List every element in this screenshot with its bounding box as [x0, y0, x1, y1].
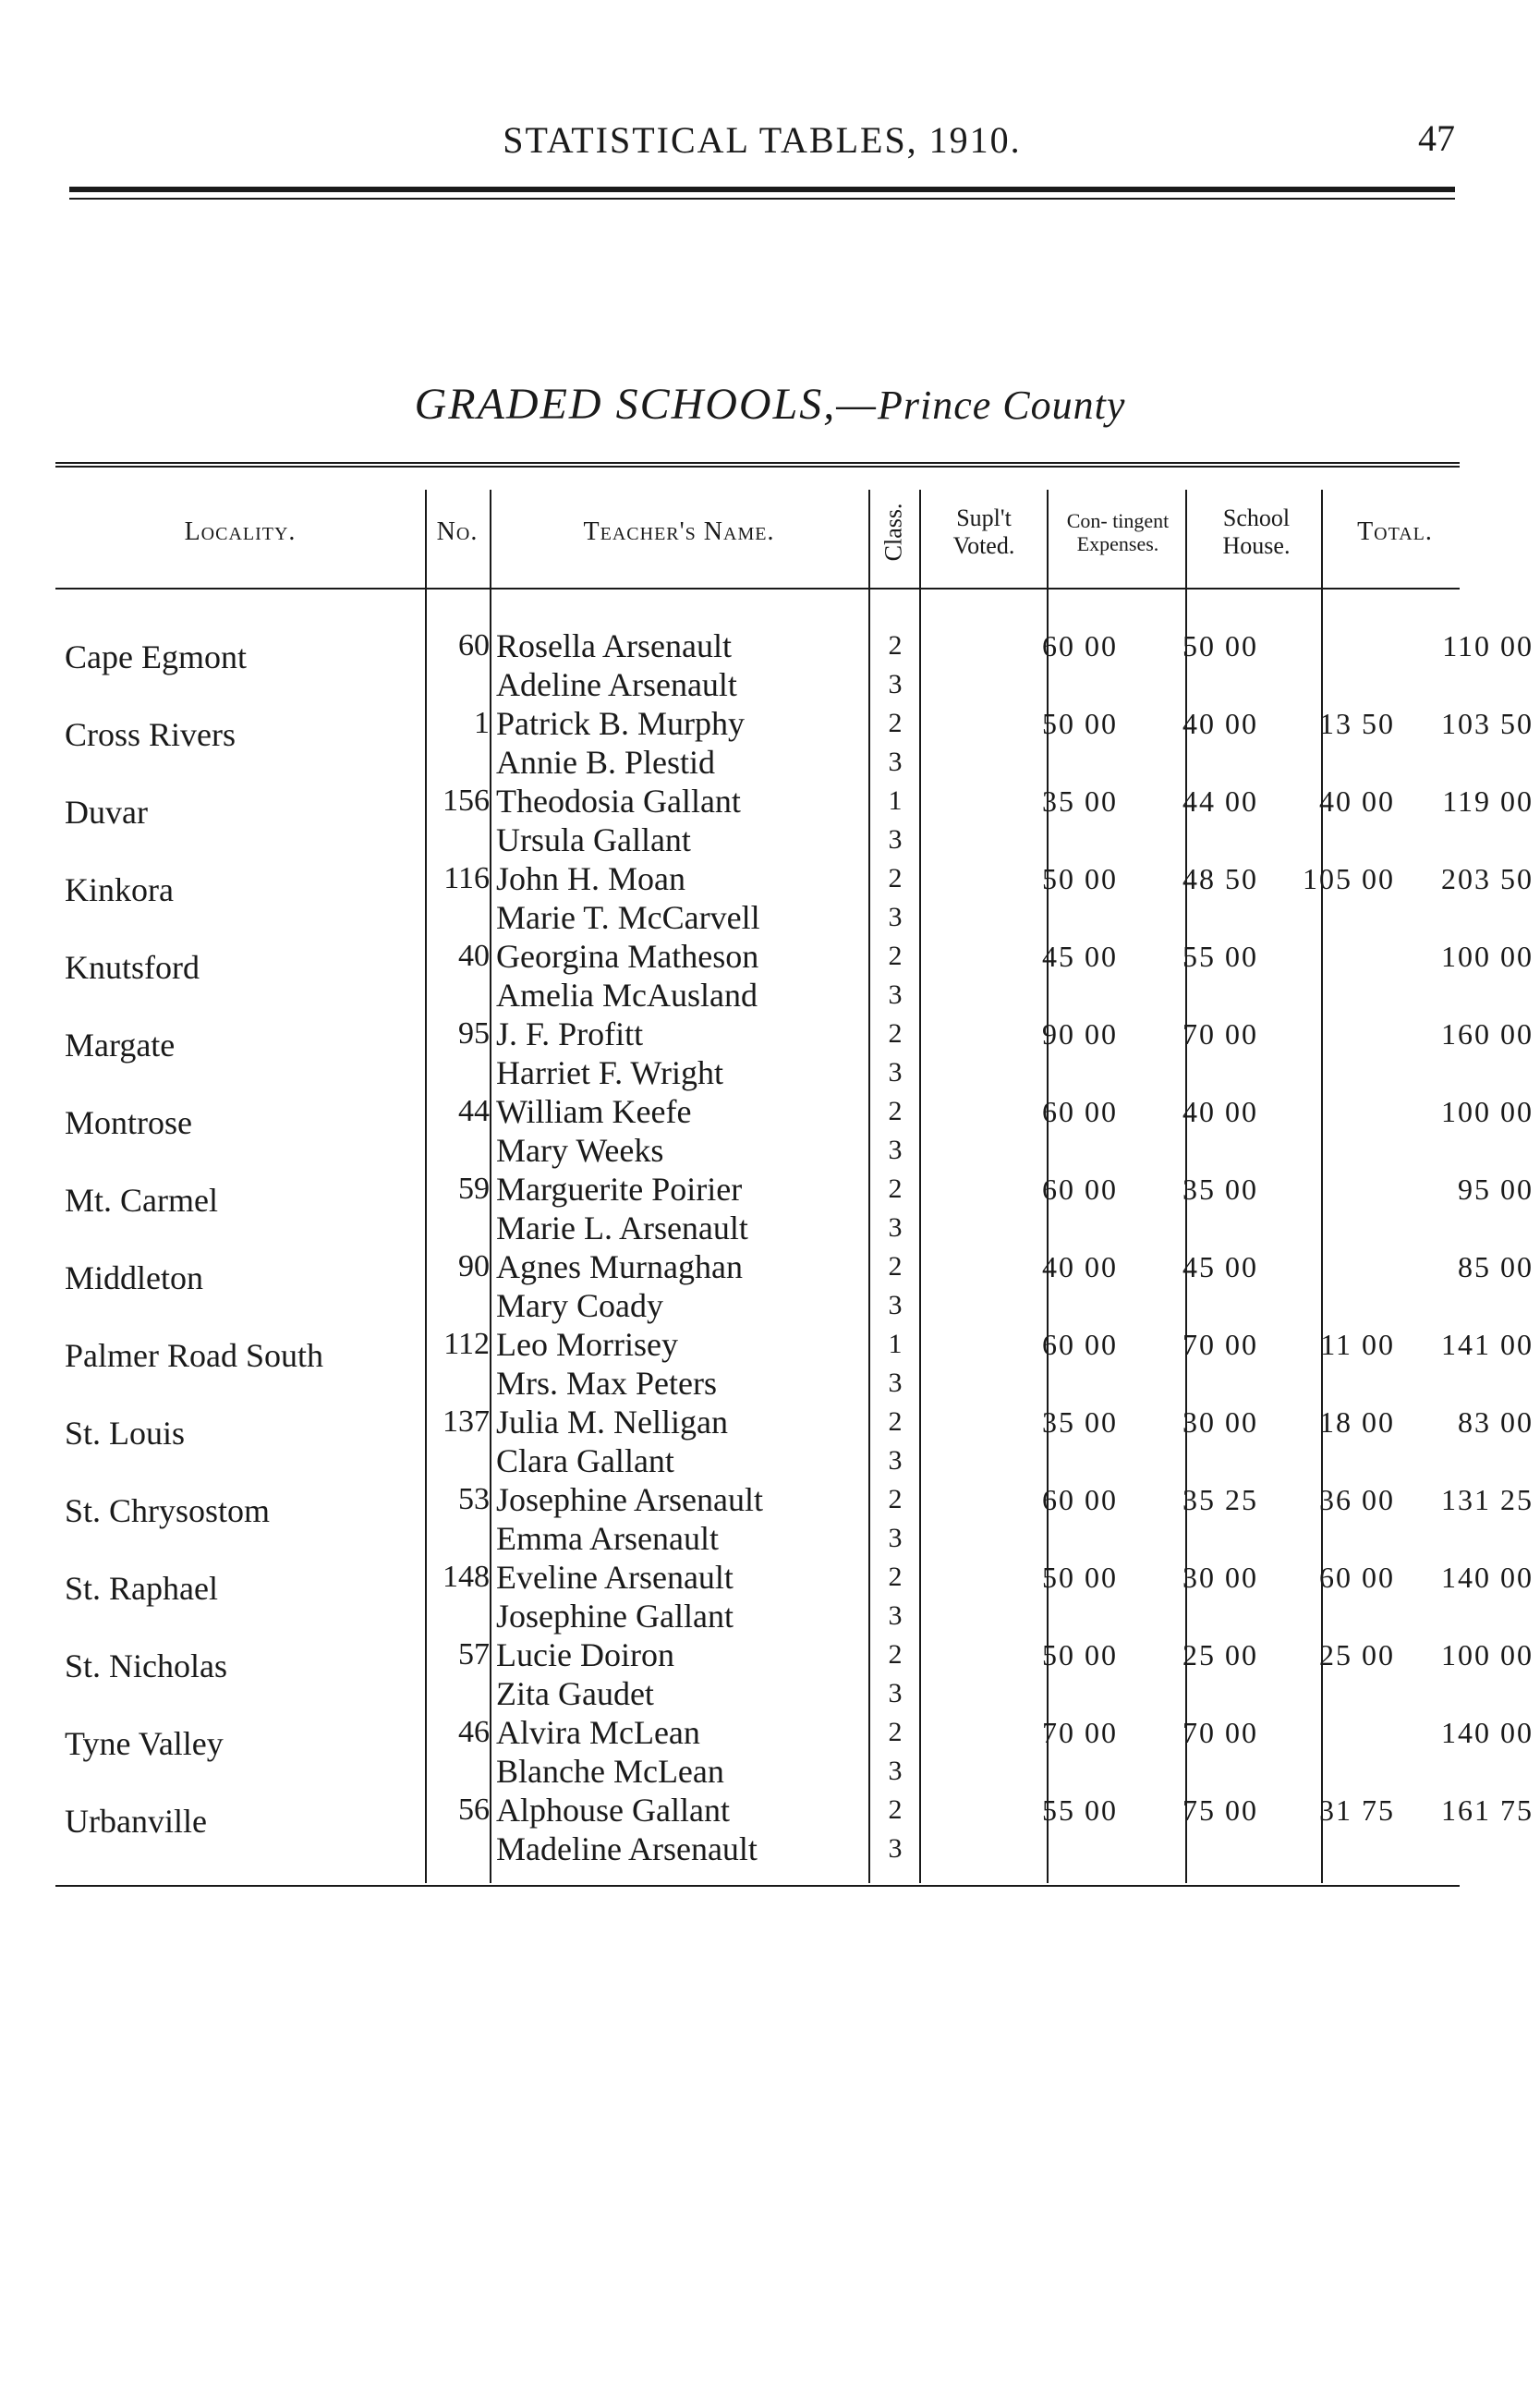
contingent-cell: 44 00	[1182, 784, 1258, 818]
assistant-class-cell: 3	[888, 1290, 903, 1320]
assistant-name-cell: Josephine Gallant	[496, 1598, 734, 1635]
supl-voted-cell: 90 00	[1042, 1017, 1118, 1051]
assistant-name-cell: Marie T. McCarvell	[496, 899, 760, 936]
assistant-name-cell: Mary Coady	[496, 1287, 663, 1324]
total-cell: 100 00	[1441, 1095, 1534, 1128]
table-row	[55, 1635, 1534, 1713]
school-number-cell: 53	[458, 1482, 490, 1516]
school-house-cell: 105 00	[1303, 862, 1395, 895]
principal-name-cell: Rosella Arsenault	[496, 627, 732, 664]
principal-class-cell: 2	[888, 1717, 903, 1747]
principal-class-cell: 1	[888, 1329, 903, 1359]
assistant-name-cell: Marie L. Arsenault	[496, 1210, 748, 1246]
supl-voted-cell: 60 00	[1042, 1173, 1118, 1206]
school-number-cell: 60	[458, 628, 490, 663]
table-row	[55, 1403, 1534, 1480]
assistant-class-cell: 3	[888, 747, 903, 777]
principal-class-cell: 2	[888, 941, 903, 971]
principal-class-cell: 2	[888, 1096, 903, 1126]
locality-cell: Palmer Road South	[65, 1337, 323, 1374]
table-row	[55, 1325, 1534, 1403]
principal-class-cell: 1	[888, 785, 903, 816]
school-number-cell: 40	[458, 939, 490, 973]
principal-class-cell: 2	[888, 1018, 903, 1049]
principal-class-cell: 2	[888, 708, 903, 738]
assistant-name-cell: Amelia McAusland	[496, 977, 758, 1014]
contingent-cell: 50 00	[1182, 629, 1258, 663]
assistant-class-cell: 3	[888, 979, 903, 1010]
table-title	[0, 379, 1540, 430]
locality-cell: St. Louis	[65, 1415, 186, 1452]
table-title-county: Prince County	[877, 383, 1126, 428]
table-row	[55, 937, 1534, 1015]
supl-voted-cell: 50 00	[1042, 1638, 1118, 1672]
supl-voted-cell: 60 00	[1042, 1328, 1118, 1361]
assistant-class-cell: 3	[888, 1833, 903, 1864]
principal-name-cell: Alvira McLean	[496, 1714, 700, 1751]
header-contingent-expenses: Con- tingent Expenses.	[1066, 508, 1170, 555]
principal-class-cell: 2	[888, 1173, 903, 1204]
assistant-class-cell: 3	[888, 1135, 903, 1165]
assistant-name-cell: Zita Gaudet	[496, 1675, 654, 1712]
contingent-cell: 70 00	[1182, 1017, 1258, 1051]
table-top-rule	[55, 462, 1460, 464]
contingent-cell: 70 00	[1182, 1716, 1258, 1749]
header-bottom-rule	[55, 588, 1460, 590]
principal-name-cell: Georgina Matheson	[496, 938, 759, 975]
table-row	[55, 782, 1534, 859]
locality-cell: Knutsford	[65, 949, 200, 986]
locality-cell: Tyne Valley	[65, 1725, 224, 1762]
assistant-class-cell: 3	[888, 1678, 903, 1708]
principal-name-cell: Patrick B. Murphy	[496, 705, 745, 742]
total-cell: 160 00	[1441, 1017, 1534, 1051]
header-school-house: School House.	[1222, 504, 1291, 559]
supl-voted-cell: 40 00	[1042, 1250, 1118, 1283]
assistant-name-cell: Ursula Gallant	[496, 821, 691, 858]
contingent-cell: 35 00	[1182, 1173, 1258, 1206]
locality-cell: St. Nicholas	[65, 1647, 227, 1684]
assistant-name-cell: Adeline Arsenault	[496, 666, 737, 703]
supl-voted-cell: 55 00	[1042, 1793, 1118, 1827]
total-cell: 85 00	[1458, 1250, 1534, 1283]
table-title-main: GRADED SCHOOLS,—	[414, 380, 878, 429]
school-house-cell: 36 00	[1319, 1483, 1395, 1516]
total-cell: 103 50	[1441, 707, 1534, 740]
header-rule-thick	[69, 187, 1455, 192]
principal-class-cell: 2	[888, 630, 903, 661]
assistant-name-cell: Blanche McLean	[496, 1753, 724, 1790]
locality-cell: Kinkora	[65, 871, 174, 908]
assistant-name-cell: Emma Arsenault	[496, 1520, 719, 1557]
school-number-cell: 137	[443, 1404, 490, 1439]
school-number-cell: 116	[443, 861, 490, 895]
table-row	[55, 1170, 1534, 1247]
header-locality: Locality.	[184, 517, 297, 546]
assistant-class-cell: 3	[888, 824, 903, 855]
locality-cell: Cape Egmont	[65, 638, 247, 675]
header-supl-voted: Supl't Voted.	[952, 504, 1015, 559]
table-top-rule-inner	[55, 466, 1460, 468]
total-cell: 141 00	[1441, 1328, 1534, 1361]
total-cell: 140 00	[1441, 1716, 1534, 1749]
assistant-class-cell: 3	[888, 669, 903, 699]
assistant-name-cell: Annie B. Plestid	[496, 744, 716, 781]
supl-voted-cell: 50 00	[1042, 707, 1118, 740]
principal-class-cell: 2	[888, 863, 903, 894]
contingent-cell: 55 00	[1182, 940, 1258, 973]
table-row	[55, 1791, 1534, 1868]
supl-voted-cell: 60 00	[1042, 629, 1118, 663]
principal-class-cell: 2	[888, 1406, 903, 1437]
school-house-cell: 13 50	[1319, 707, 1395, 740]
assistant-class-cell: 3	[888, 1523, 903, 1553]
supl-voted-cell: 50 00	[1042, 1561, 1118, 1594]
principal-name-cell: Josephine Arsenault	[496, 1481, 763, 1518]
principal-class-cell: 2	[888, 1639, 903, 1670]
locality-cell: Montrose	[65, 1104, 192, 1141]
page-number: 47	[1418, 117, 1455, 159]
total-cell: 140 00	[1441, 1561, 1534, 1594]
assistant-name-cell: Clara Gallant	[496, 1442, 674, 1479]
total-cell: 95 00	[1458, 1173, 1534, 1206]
principal-class-cell: 2	[888, 1562, 903, 1592]
table-row	[55, 1480, 1534, 1558]
school-number-cell: 1	[474, 706, 490, 740]
locality-cell: St. Chrysostom	[65, 1492, 271, 1529]
assistant-name-cell: Mrs. Max Peters	[496, 1365, 717, 1402]
supl-voted-cell: 45 00	[1042, 940, 1118, 973]
school-number-cell: 46	[458, 1715, 490, 1749]
principal-class-cell: 2	[888, 1794, 903, 1825]
supl-voted-cell: 70 00	[1042, 1716, 1118, 1749]
assistant-name-cell: Madeline Arsenault	[496, 1830, 758, 1867]
contingent-cell: 45 00	[1182, 1250, 1258, 1283]
contingent-cell: 40 00	[1182, 707, 1258, 740]
school-house-cell: 31 75	[1319, 1793, 1395, 1827]
principal-name-cell: Lucie Doiron	[496, 1636, 674, 1673]
total-cell: 131 25	[1441, 1483, 1534, 1516]
assistant-class-cell: 3	[888, 1057, 903, 1088]
total-cell: 83 00	[1458, 1405, 1534, 1439]
assistant-class-cell: 3	[888, 1756, 903, 1786]
header-class	[868, 480, 919, 584]
table-row	[55, 859, 1534, 937]
total-cell: 100 00	[1441, 1638, 1534, 1672]
principal-name-cell: Eveline Arsenault	[496, 1559, 734, 1596]
table-row	[55, 1713, 1534, 1791]
running-title: STATISTICAL TABLES, 1910.	[503, 119, 1022, 161]
locality-cell: Urbanville	[65, 1803, 207, 1840]
assistant-name-cell: Mary Weeks	[496, 1132, 664, 1169]
principal-name-cell: Leo Morrisey	[496, 1326, 678, 1363]
header-teacher-name: Teacher's Name.	[583, 517, 775, 546]
principal-name-cell: Julia M. Nelligan	[496, 1404, 728, 1441]
principal-name-cell: Marguerite Poirier	[496, 1171, 743, 1208]
contingent-cell: 48 50	[1182, 862, 1258, 895]
assistant-class-cell: 3	[888, 902, 903, 932]
locality-cell: Cross Rivers	[65, 716, 236, 753]
contingent-cell: 75 00	[1182, 1793, 1258, 1827]
locality-cell: Duvar	[65, 794, 148, 831]
total-cell: 110 00	[1442, 629, 1534, 663]
school-number-cell: 148	[443, 1560, 490, 1594]
header-total: Total.	[1357, 517, 1433, 546]
contingent-cell: 25 00	[1182, 1638, 1258, 1672]
principal-class-cell: 2	[888, 1251, 903, 1282]
supl-voted-cell: 60 00	[1042, 1095, 1118, 1128]
supl-voted-cell: 35 00	[1042, 784, 1118, 818]
principal-name-cell: John H. Moan	[496, 860, 685, 897]
assistant-name-cell: Harriet F. Wright	[496, 1054, 723, 1091]
principal-name-cell: William Keefe	[496, 1093, 692, 1130]
contingent-cell: 30 00	[1182, 1405, 1258, 1439]
total-cell: 119 00	[1442, 784, 1534, 818]
supl-voted-cell: 60 00	[1042, 1483, 1118, 1516]
principal-name-cell: J. F. Profitt	[496, 1015, 644, 1052]
locality-cell: Margate	[65, 1027, 176, 1064]
contingent-cell: 40 00	[1182, 1095, 1258, 1128]
school-number-cell: 112	[443, 1327, 490, 1361]
school-number-cell: 56	[458, 1793, 490, 1827]
table-row	[55, 626, 1534, 704]
table-row	[55, 1015, 1534, 1092]
contingent-cell: 30 00	[1182, 1561, 1258, 1594]
school-house-cell: 40 00	[1319, 784, 1395, 818]
locality-cell: Mt. Carmel	[65, 1182, 218, 1219]
school-number-cell: 95	[458, 1016, 490, 1051]
assistant-class-cell: 3	[888, 1600, 903, 1631]
supl-voted-cell: 50 00	[1042, 862, 1118, 895]
contingent-cell: 35 25	[1182, 1483, 1258, 1516]
assistant-class-cell: 3	[888, 1368, 903, 1398]
total-cell: 161 75	[1441, 1793, 1534, 1827]
header-no: No.	[436, 517, 479, 546]
locality-cell: St. Raphael	[65, 1570, 218, 1607]
principal-name-cell: Alphouse Gallant	[496, 1792, 730, 1829]
school-house-cell: 18 00	[1319, 1405, 1395, 1439]
table-row	[55, 1247, 1534, 1325]
locality-cell: Middleton	[65, 1259, 203, 1296]
total-cell: 203 50	[1441, 862, 1534, 895]
table-row	[55, 704, 1534, 782]
school-house-cell: 11 00	[1320, 1328, 1395, 1361]
school-number-cell: 90	[458, 1249, 490, 1283]
school-number-cell: 57	[458, 1637, 490, 1672]
header-rule-thin	[69, 198, 1455, 200]
assistant-class-cell: 3	[888, 1445, 903, 1476]
principal-class-cell: 2	[888, 1484, 903, 1514]
school-number-cell: 44	[458, 1094, 490, 1128]
supl-voted-cell: 35 00	[1042, 1405, 1118, 1439]
table-row	[55, 1092, 1534, 1170]
school-house-cell: 60 00	[1319, 1561, 1395, 1594]
principal-name-cell: Agnes Murnaghan	[496, 1248, 743, 1285]
contingent-cell: 70 00	[1182, 1328, 1258, 1361]
table-bottom-rule	[55, 1885, 1460, 1887]
school-house-cell: 25 00	[1319, 1638, 1395, 1672]
school-number-cell: 59	[458, 1172, 490, 1206]
assistant-class-cell: 3	[888, 1212, 903, 1243]
total-cell: 100 00	[1441, 940, 1534, 973]
table-row	[55, 1558, 1534, 1635]
header-class-label: Class.	[879, 503, 907, 562]
school-number-cell: 156	[443, 784, 490, 818]
page-header	[69, 109, 1455, 164]
principal-name-cell: Theodosia Gallant	[496, 783, 741, 820]
